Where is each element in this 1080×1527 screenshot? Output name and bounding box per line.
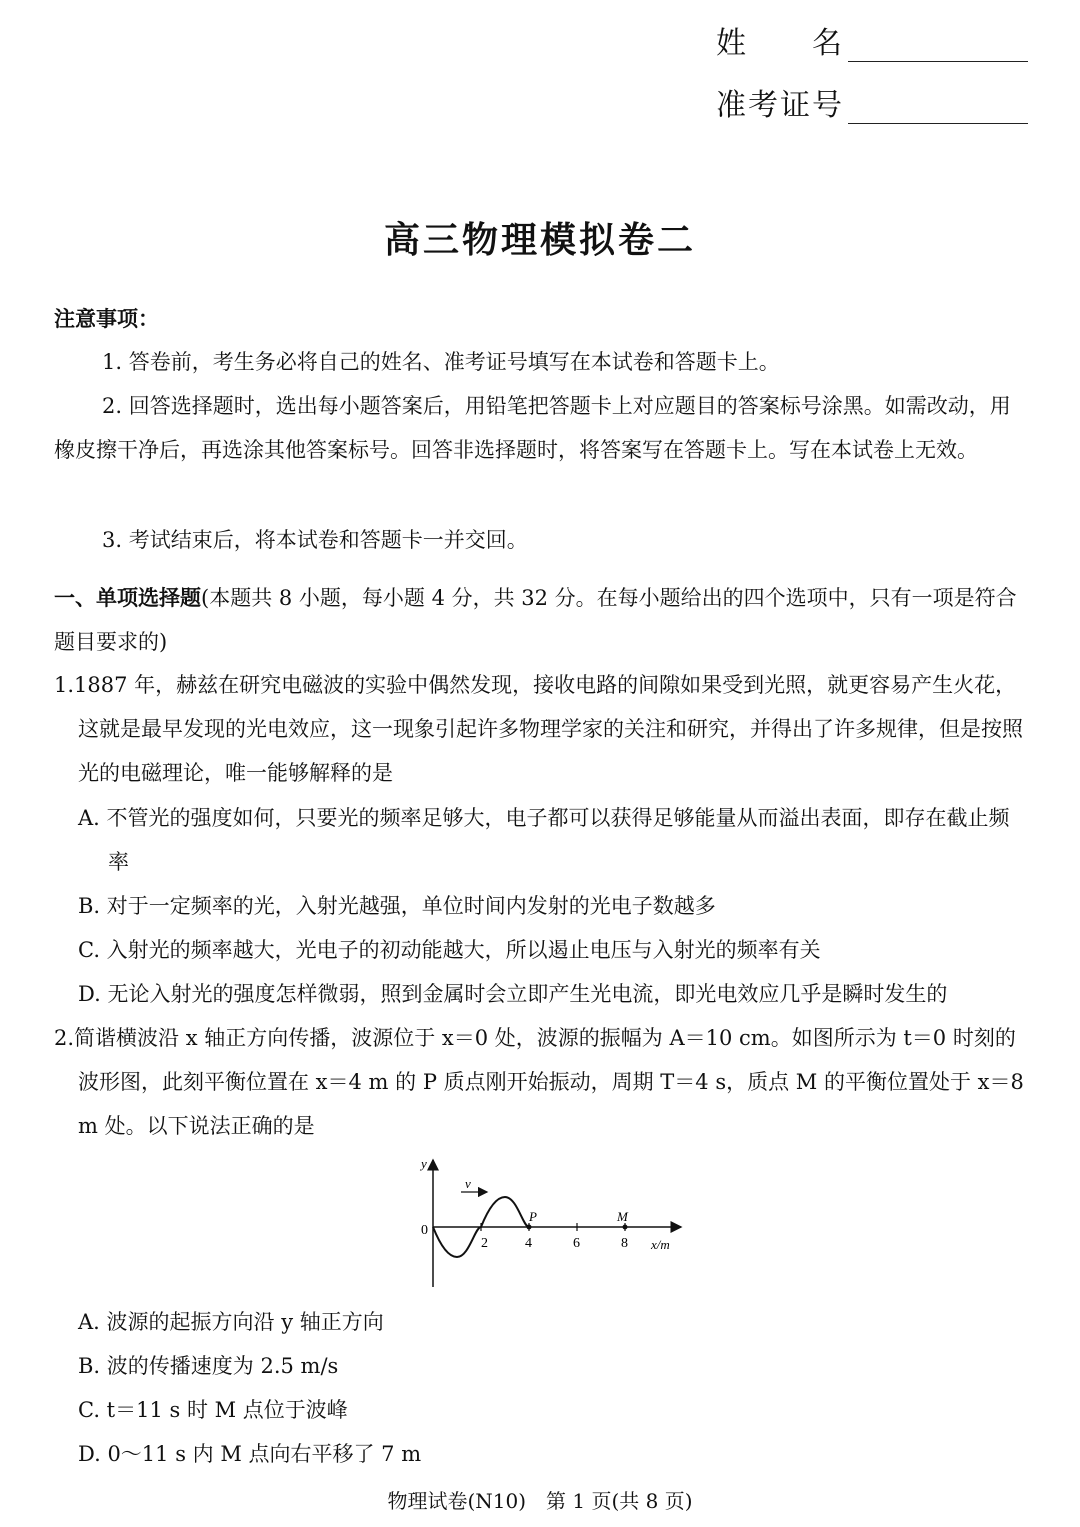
origin-label: 0: [421, 1223, 428, 1238]
exam-id-blank[interactable]: [848, 93, 1028, 124]
p-label: P: [529, 1209, 537, 1224]
point-p: [527, 1225, 532, 1230]
y-axis-label: y: [421, 1156, 427, 1171]
tick-label-4: 4: [525, 1236, 532, 1251]
q1-stem: 1.1887 年，赫兹在研究电磁波的实验中偶然发现，接收电路的间隙如果受到光照，就更容易产生火花，这就是最早发现的光电效应，这一现象引起许多物理学家的关注和研究，并得出了许多规律，但是按照光的电磁理论，唯一能够解释的是: [54, 673, 1023, 785]
page-footer: 物理试卷(N10) 第 1 页(共 8 页): [387, 1489, 693, 1513]
section-1-desc: (本题共 8 小题，每小题 4 分，共 32 分。在每小题给出的四个选项中，只有一项是符合题目要求的): [54, 586, 1017, 654]
name-label: 姓 名: [716, 26, 844, 61]
m-label: M: [617, 1209, 628, 1224]
v-label: v: [465, 1176, 471, 1191]
q2-option-c[interactable]: C. t＝11 s 时 M 点位于波峰: [78, 1398, 348, 1422]
point-m: [623, 1225, 628, 1230]
tick-label-2: 2: [481, 1236, 488, 1251]
note-2: 2. 回答选择题时，选出每小题答案后，用铅笔把答题卡上对应题目的答案标号涂黑。如需改动，用橡皮擦干净后，再选涂其他答案标号。回答非选择题时，将答案写在答题卡上。写在本试卷上无效。: [54, 394, 1011, 462]
q2-stem: 2.简谐横波沿 x 轴正方向传播，波源位于 x＝0 处，波源的振幅为 A＝10 cm。如图所示为 t＝0 时刻的波形图，此刻平衡位置在 x＝4 m 的 P 质点刚开始振动，周期 T＝4 s，质点 M 的平衡位置处于 x＝8 m 处。以下说法正确的是: [54, 1026, 1024, 1138]
exam-id-label: 准考证号: [716, 88, 844, 123]
q1-option-b[interactable]: B. 对于一定频率的光，入射光越强，单位时间内发射的光电子数越多: [78, 894, 716, 918]
wave-figure: [413, 1152, 693, 1292]
note-3: 3. 考试结束后，将本试卷和答题卡一并交回。: [102, 528, 528, 552]
q2-option-a[interactable]: A. 波源的起振方向沿 y 轴正方向: [78, 1310, 384, 1334]
q1-option-d[interactable]: D. 无论入射光的强度怎样微弱，照到金属时会立即产生光电流，即光电效应几乎是瞬时发生的: [78, 982, 948, 1006]
note-1: 1. 答卷前，考生务必将自己的姓名、准考证号填写在本试卷和答题卡上。: [102, 350, 780, 374]
tick-label-6: 6: [573, 1236, 580, 1251]
q1-option-c[interactable]: C. 入射光的频率越大，光电子的初动能越大，所以遏止电压与入射光的频率有关: [78, 938, 821, 962]
name-row: [716, 18, 1028, 62]
q2-option-d[interactable]: D. 0～11 s 内 M 点向右平移了 7 m: [78, 1442, 422, 1466]
exam-id-row: [716, 80, 1028, 124]
q2-option-b[interactable]: B. 波的传播速度为 2.5 m/s: [78, 1354, 339, 1378]
name-blank[interactable]: [848, 31, 1028, 62]
page-title: 高三物理模拟卷二: [383, 220, 696, 261]
section-1-heading: [54, 576, 1029, 664]
section-1-title: 一、单项选择题: [54, 586, 201, 610]
q1-option-a[interactable]: A. 不管光的强度如何，只要光的频率足够大，电子都可以获得足够能量从而溢出表面，即存在截止频率: [78, 806, 1010, 874]
notes-heading: 注意事项：: [54, 307, 159, 331]
x-axis-label: x/m: [651, 1237, 670, 1252]
tick-label-8: 8: [621, 1236, 628, 1251]
